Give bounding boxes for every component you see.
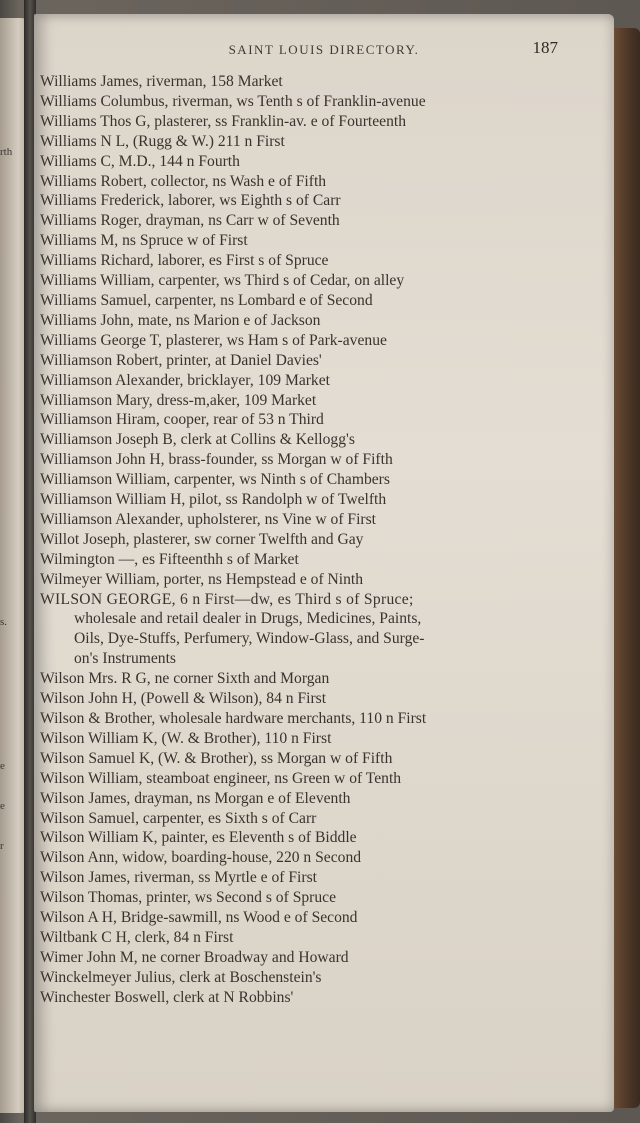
directory-entry: Wilson Thomas, printer, ws Second s of Spruce [40, 889, 336, 907]
directory-entry: Wilson & Brother, wholesale hardware merchants, 110 n First [40, 710, 427, 727]
left-page-fragment: e [0, 760, 5, 772]
left-page-fragment: rth [0, 146, 13, 158]
directory-entry: Wilson William, steamboat engineer, ns Green w of Tenth [40, 769, 402, 787]
directory-entry: Wilson Samuel K, (W. & Brother), ss Morgan w of Fifth [40, 749, 393, 767]
directory-entry: Williams William, carpenter, ws Third s of Cedar, on alley [40, 272, 405, 290]
directory-entry: Williams Columbus, riverman, ws Tenth s of Franklin-avenue [40, 92, 426, 110]
directory-entry: Williamson Robert, printer, at Daniel Davies' [40, 351, 322, 369]
directory-entry: Wiltbank C H, clerk, 84 n First [40, 928, 234, 946]
directory-entry: Williams John, mate, ns Marion e of Jackson [40, 311, 321, 329]
directory-entry: Williams George T, plasterer, ws Ham s of Park-avenue [40, 331, 387, 349]
directory-entry: Wilson A H, Bridge-sawmill, ns Wood e of Second [40, 909, 358, 927]
directory-entry: Wilmeyer William, porter, ns Hempstead e of Ninth [40, 570, 364, 588]
directory-entry: Williams N L, (Rugg & W.) 211 n First [40, 132, 285, 150]
directory-entry: Williams C, M.D., 144 n Fourth [40, 152, 240, 170]
directory-entry: Williams Robert, collector, ns Wash e of Fifth [40, 172, 327, 190]
directory-entry: Williams Samuel, carpenter, ns Lombard e of Second [40, 291, 373, 309]
directory-entry: Wilson Ann, widow, boarding-house, 220 n Second [40, 849, 362, 867]
book-cover-edge [614, 28, 640, 1108]
directory-entry: Williams Roger, drayman, ns Carr w of Seventh [40, 212, 340, 230]
directory-entry: Williamson William H, pilot, ss Randolph w of Twelfth [40, 491, 387, 509]
directory-entry-featured: WILSON GEORGE, 6 n First—dw, es Third s of Spruce; [40, 590, 414, 608]
directory-entry: Wilson James, drayman, ns Morgan e of Eleventh [40, 789, 351, 807]
directory-entry: Williamson Alexander, upholsterer, ns Vine w of First [40, 510, 377, 528]
directory-entry: Williams Thos G, plasterer, ss Franklin-av. e of Fourteenth [40, 112, 406, 130]
directory-entry: Wilson John H, (Powell & Wilson), 84 n First [40, 690, 327, 708]
left-page-fragment: r [0, 840, 4, 852]
page-number: 187 [532, 38, 558, 57]
directory-entry: Wilson Mrs. R G, ne corner Sixth and Morgan [40, 670, 330, 688]
directory-entry-continuation: Oils, Dye-Stuffs, Perfumery, Window-Glass, and Surge- [74, 630, 425, 648]
directory-entry: Wilson William K, (W. & Brother), 110 n First [40, 729, 332, 747]
directory-entry-continuation: wholesale and retail dealer in Drugs, Medicines, Paints, [74, 610, 422, 628]
directory-entry: Wilson James, riverman, ss Myrtle e of First [40, 869, 317, 887]
directory-entries [40, 72, 580, 1008]
directory-entry: Williamson Alexander, bricklayer, 109 Market [40, 371, 330, 389]
left-page-fragment: e [0, 800, 5, 812]
directory-entry: Wilson Samuel, carpenter, es Sixth s of Carr [40, 809, 317, 827]
directory-entry: Williamson John H, brass-founder, ss Morgan w of Fifth [40, 451, 393, 469]
directory-entry: Williams Frederick, laborer, ws Eighth s of Carr [40, 192, 341, 210]
directory-entry: Williams Richard, laborer, es First s of Spruce [40, 252, 329, 270]
directory-entry: Williams James, riverman, 158 Market [40, 73, 283, 90]
directory-entry: Willot Joseph, plasterer, sw corner Twelfth and Gay [40, 530, 364, 548]
directory-entry: Williamson Hiram, cooper, rear of 53 n Third [40, 411, 324, 429]
directory-entry: Williamson Joseph B, clerk at Collins & Kellogg's [40, 431, 355, 449]
left-page-fragment: s. [0, 616, 8, 628]
directory-entry: Winchester Boswell, clerk at N Robbins' [40, 988, 294, 1006]
directory-entry: Wimer John M, ne corner Broadway and Howard [40, 948, 349, 966]
directory-entry: Williams M, ns Spruce w of First [40, 232, 248, 250]
directory-entry-continuation: on's Instruments [74, 650, 176, 668]
directory-entry: Wilson William K, painter, es Eleventh s of Biddle [40, 829, 357, 847]
left-page-edge [0, 18, 26, 1113]
directory-entry: Williamson Mary, dress-m,aker, 109 Market [40, 391, 317, 409]
directory-entry: Williamson William, carpenter, ws Ninth s of Chambers [40, 471, 390, 489]
directory-entry: Winckelmeyer Julius, clerk at Boschenstein's [40, 968, 322, 986]
directory-page [34, 14, 614, 1112]
directory-entry: Wilmington —, es Fifteenthh s of Market [40, 550, 299, 568]
running-title: SAINT LOUIS DIRECTORY. [228, 42, 420, 57]
